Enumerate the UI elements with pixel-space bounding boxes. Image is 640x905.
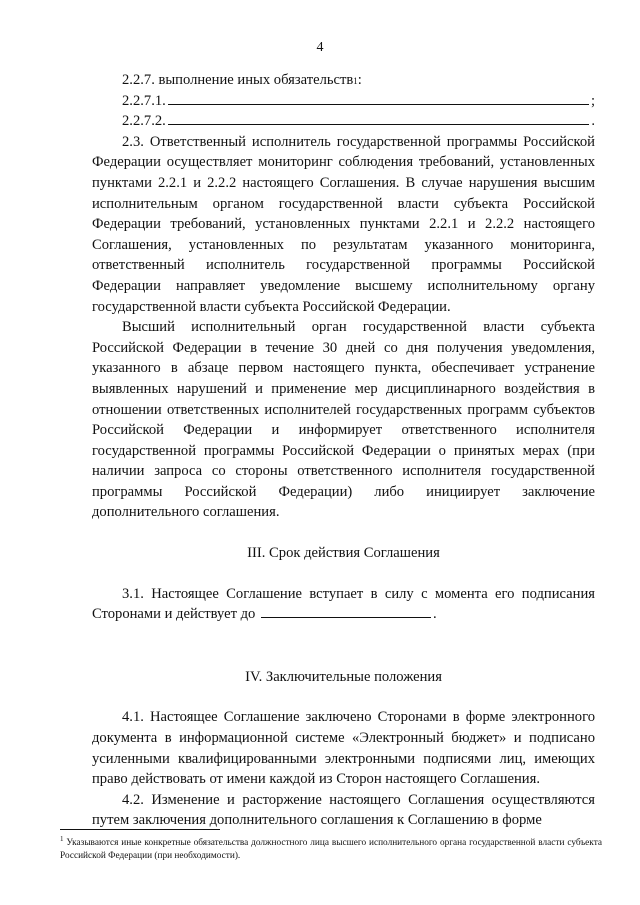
paragraph-2-3-second: Высший исполнительный орган государственной власти субъекта Российской Федерации в течение 30 дней со дня получения уведомления, указанного в абзаце первом настоящего пункта, обеспечивает устранение выявленных нарушений и применение мер дисциплинарного воздействия в отношении ответственных исполнителей государственных программ субъектов Российской Федерации и информирует ответственного исполнителя государственной программы Российской Федерации о принятых мерах (при наличии запроса со стороны ответственного исполнителя государственной программы Российской Федерации) либо инициирует заключение дополнительного соглашения. (92, 319, 595, 521)
section-3-title: III. Срок действия Соглашения (247, 545, 440, 562)
item-2-2-7-2-label: 2.2.7.2. (122, 113, 166, 130)
paragraph-3-1-text: 3.1. Настоящее Соглашение вступает в силу с момента его подписания Сторонами и действует до (92, 585, 595, 623)
date-blank (261, 616, 431, 618)
item-2-2-7-2 (92, 111, 595, 132)
item-2-2-7-2-end: . (591, 113, 595, 130)
blank-line (168, 123, 590, 125)
footnote (60, 834, 603, 863)
footnote-text: Указываются иные конкретные обязательства должностного лица высшего исполнительного органа государственной власти субъекта Российской Федерации (при необходимости). (60, 838, 603, 861)
paragraph-4-1: 4.1. Настоящее Соглашение заключено Сторонами в форме электронного документа в информационной системе «Электронный бюджет» и подписано усиленными квалифицированными электронными подписями лиц, имеющих право действовать от имени каждой из Сторон настоящего Соглашения. (92, 709, 595, 788)
item-2-2-7-1 (92, 91, 595, 112)
item-2-2-7: 2.2.7. выполнение иных обязательств 1 : (92, 70, 595, 91)
item-2-2-7-1-end: ; (590, 92, 595, 109)
footnote-separator (60, 829, 220, 830)
footnote-number: 1 (60, 834, 64, 843)
paragraph-4-2: 4.2. Изменение и расторжение настоящего Соглашения осуществляются путем заключения дополнительного соглашения к Соглашению в форме (92, 791, 595, 829)
item-2-2-7-text: 2.2.7. выполнение иных обязательств (122, 72, 354, 88)
paragraph-3-1-end: . (433, 606, 437, 623)
section-4-title: IV. Заключительные положения (245, 668, 442, 685)
paragraph-3-1 (92, 584, 595, 625)
page-number: 4 (316, 40, 324, 55)
blank-line (168, 103, 589, 105)
document-body (92, 70, 595, 831)
item-2-2-7-1-label: 2.2.7.1. (122, 92, 166, 109)
paragraph-2-3: 2.3. Ответственный исполнитель государственной программы Российской Федерации осуществляет мониторинг соблюдения требований, установленных пунктами 2.2.1 и 2.2.2 настоящего Соглашения. В случае нарушения высшим исполнительным органом государственной власти субъекта Российской Федерации требований, установленных пунктами 2.2.1 и 2.2.2 настоящего Соглашения, установленных по результатам указанного мониторинга, ответственный исполнитель государственной программы Российской Федерации направляет уведомление высшему исполнительному органу государственной власти субъекта Российской Федерации. (92, 133, 595, 315)
